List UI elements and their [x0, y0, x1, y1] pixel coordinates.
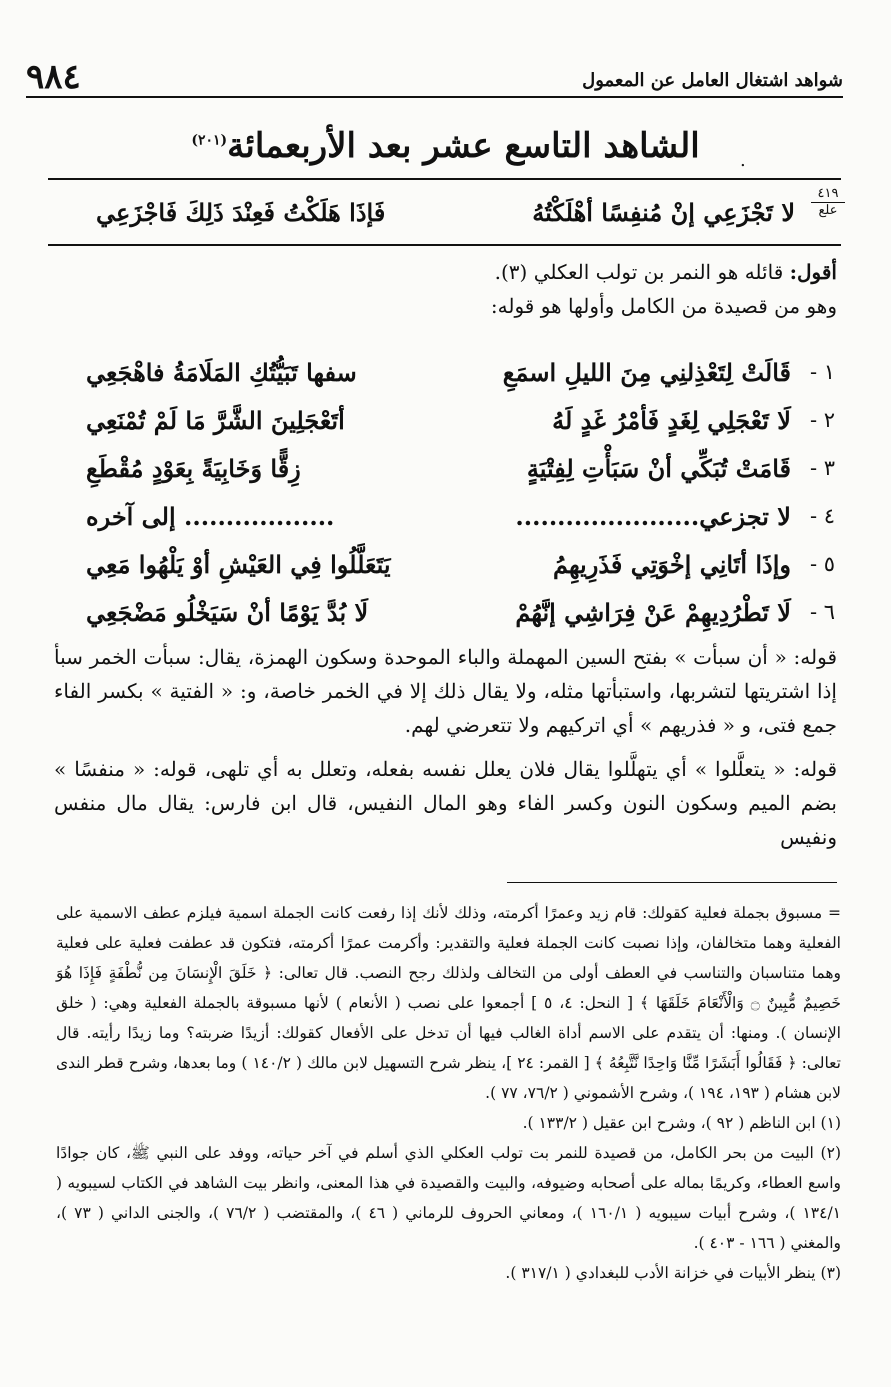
poem-line-number: ٦ - [809, 600, 835, 624]
poem-first-hemistich: قَالَتْ لِتَعْذِلنِي مِنَ الليلِ اسمَعِ [502, 357, 791, 387]
verse-first-hemistich: لا تَجْزَعِي إنْ مُنفِسًا أهْلَكْتُهُ [532, 197, 795, 227]
page-number: ٩٨٤ [26, 57, 81, 97]
poem-line-number: ٤ - [809, 504, 835, 528]
verse-ref-code: علع [818, 203, 838, 218]
poem-first-hemistich: لَا تَعْجَلِي لِغَدٍ فَأمْرُ غَدٍ لَهُ [552, 405, 791, 435]
poem-line [86, 540, 835, 588]
commentary-paragraph: قوله: « أن سبأت » بفتح السين المهملة والباء الموحدة وسكون الهمزة، يقال: سبأت الخمر سبأ إذا اشتريتها لتشربها، واستبأتها مثله، ولا يقال ذلك إلا في الخمر خاصة، و: « الفتية » بكسر الفاء جمع فتى، و « فذريهم » أي اتركيهم ولا تتعرضي لهم. [54, 645, 837, 737]
footnote-rule [507, 882, 837, 883]
poem-first-hemistich: قَامَتْ تُبَكِّي أنْ سَبَأْتِ لِفِتْيَةٍ [526, 453, 791, 483]
poem-first-hemistich: لا تجزعي...................... [515, 501, 791, 531]
poem-second-hemistich: سفها تَبَيُّتُكِ المَلَامَةُ فاهْجَعِي [86, 357, 357, 387]
commentary-paragraph: قوله: « يتعلَّلوا » أي يتهلَّلوا يقال فلان يعلل نفسه بفعله، وتعلل به أي تلهى، قوله: « منفسًا » بضم الميم وسكون النون وكسر الفاء وهو المال النفيس، قال ابن فارس: يقال مال منفس ونفيس [54, 757, 837, 849]
poem-line [86, 348, 835, 396]
stray-dot: . [740, 150, 746, 171]
footnote-1: (١) ابن الناظم ( ٩٢ )، وشرح ابن عقيل ( ١٣٣/٢ ). [522, 1114, 841, 1132]
poem-second-hemistich: .................. إلى آخره [86, 501, 335, 531]
poem-line [86, 492, 835, 540]
poem-first-hemistich: وإذَا أتَانِي إخْوَتِي فَذَرِيهِمُ [553, 549, 791, 579]
aqul-label: أقول: [789, 260, 837, 284]
poem-line-number: ١ - [809, 360, 835, 384]
footnote-2: (٢) البيت من بحر الكامل، من قصيدة للنمر بت تولب العكلي الذي أسلم في آخر حياته، ووفد على النبي ﷺ، كان جوادًا واسع العطاء، وكريمًا بماله على أصحابه وضيوفه، والبيت والقصيدة في هذا المعنى، وانظر بيت الشاهد في الكتاب لسيبويه ( ١٣٤/١ )، وشرح أبيات سيبويه ( ١٦٠/١ )، ومعاني الحروف للرماني ( ٤٦ )، والمقتضب ( ٧٦/٢ )، والجنى الداني ( ٧٣ )، والمغني ( ١٦٦ - ٤٠٣ ). [56, 1144, 841, 1252]
poem-second-hemistich: لَا بُدَّ يَوْمًا أنْ سَيَخْلُو مَضْجَعِي [86, 597, 369, 627]
title-footnote-ref: (٢٠١) [191, 132, 228, 149]
poem-second-hemistich: يَتَعَلَّلُوا فِي العَيْشِ أوْ يَلْهُوا مَعِي [86, 549, 391, 579]
poem-second-hemistich: أتَعْجَلِينَ الشَّرَّ مَا لَمْ تُمْنَعِي [86, 405, 345, 435]
section-title-text: الشاهد التاسع عشر بعد الأربعمائة [227, 126, 700, 166]
poem-first-hemistich: لَا تَطْرُدِيهِمْ عَنْ فِرَاشِي إنَّهُمْ [515, 597, 791, 627]
section-title [0, 126, 891, 166]
running-title: شواهد اشتغال العامل عن المعمول [582, 70, 843, 91]
poem [86, 348, 835, 636]
verse-second-hemistich: فَإذَا هَلَكْتُ فَعِنْدَ ذَلِكَ فَاجْزَعِي [96, 197, 386, 227]
footnotes [56, 898, 841, 1288]
page-header [26, 56, 843, 98]
poem-line [86, 588, 835, 636]
poem-second-hemistich: زِقًّا وَخَابِيَةً بِعَوْدٍ مُقْطَعِ [86, 453, 301, 483]
poem-line-number: ٢ - [809, 408, 835, 432]
poem-intro-line: وهو من قصيدة من الكامل وأولها هو قوله: [490, 294, 837, 318]
poem-line-number: ٣ - [809, 456, 835, 480]
verse-reference [811, 186, 845, 219]
verse-rule-bottom [48, 244, 841, 246]
footnote-3: (٣) ينظر الأبيات في خزانة الأدب للبغدادي ( ٣١٧/١ ). [505, 1264, 841, 1282]
footnote-continued: = مسبوق بجملة فعلية كقولك: قام زيد وعمرًا أكرمته، وذلك لأنك إذا رفعت كانت الجملة اسمية فيلزم عطف الاسمية على الفعلية وهما متخالفان، وإذا نصبت كانت الجملة فعلية والتقدير: وأكرمت عمرًا أكرمته، فتكون قد عطفت فعلية على فعلية وهما متناسبان والتناسب في العطف أولى من التخالف ولذلك رجح النصب. قال تعالى: ﴿ خَلَقَ الْإِنسَانَ مِن نُّطْفَةٍ فَإِذَا هُوَ خَصِيمٌ مُّبِينٌ ۝ وَالْأَنْعَامَ خَلَقَهَا ﴾ [ النحل: ٤، ٥ ] أجمعوا على نصب ( الأنعام ) لأنها مسبوقة بالجملة الفعلية وهي: ( خلق الإنسان ). ومنها: أن يتقدم على الاسم أداة الغالب فيها أن تدخل على الأفعال كقولك: أزيدًا ضربته؟ وما زيدًا رأيته. قال تعالى: ﴿ فَقَالُوا أَبَشَرًا مِّنَّا وَاحِدًا نَّتَّبِعُهُ ﴾ [ القمر: ٢٤ ]، ينظر شرح التسهيل لابن مالك ( ١٤٠/٢ ) وما بعدها، وشرح قطر الندى لابن هشام ( ١٩٣، ١٩٤ )، وشرح الأشموني ( ٧٦/٢، ٧٧ ). [56, 904, 842, 1102]
attribution-text: قائله هو النمر بن تولب العكلي (٣). [494, 260, 784, 284]
verse-ref-number: ٤١٩ [811, 186, 845, 203]
shahid-verse [96, 190, 795, 234]
intro-text [54, 256, 837, 324]
verse-rule-top [48, 178, 841, 180]
poem-line [86, 396, 835, 444]
attribution-line [54, 256, 837, 288]
poem-line [86, 444, 835, 492]
commentary [54, 640, 837, 864]
poem-line-number: ٥ - [809, 552, 835, 576]
